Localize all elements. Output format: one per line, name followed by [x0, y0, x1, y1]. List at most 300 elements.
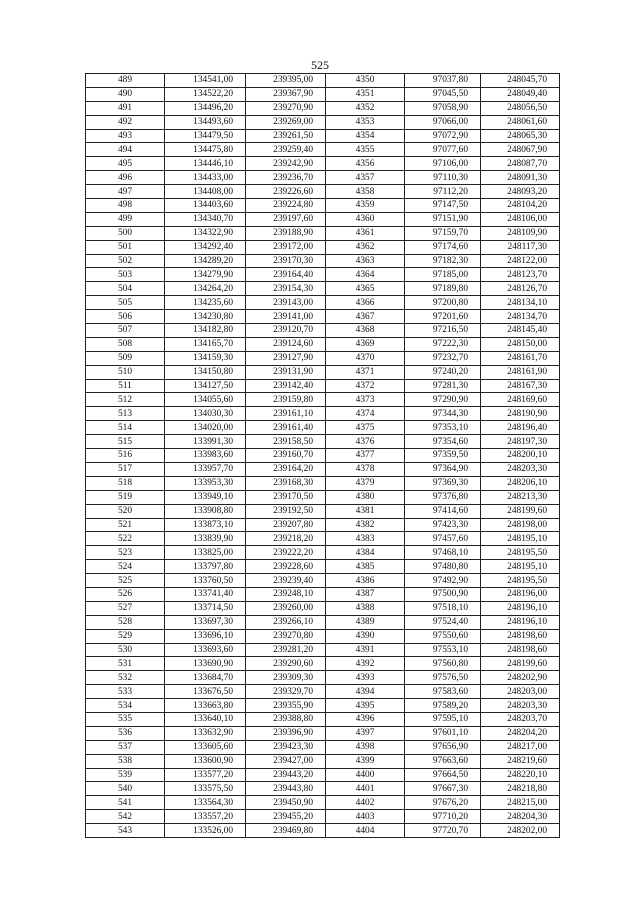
table-row [86, 421, 560, 435]
y-coordinate-left-cell: 239259,40 [246, 143, 326, 157]
x-coordinate-right-cell: 97182,30 [405, 254, 481, 268]
y-coordinate-right-cell: 248045,70 [481, 74, 560, 88]
point-number-left-cell: 536 [86, 726, 165, 740]
point-number-left-cell: 539 [86, 768, 165, 782]
point-number-right-cell: 4366 [326, 296, 405, 310]
y-coordinate-right-cell: 248217,00 [481, 740, 560, 754]
table-row [86, 171, 560, 185]
y-coordinate-left-cell: 239160,70 [246, 449, 326, 463]
y-coordinate-left-cell: 239281,20 [246, 643, 326, 657]
x-coordinate-left-cell: 134264,20 [165, 282, 246, 296]
y-coordinate-left-cell: 239228,60 [246, 560, 326, 574]
y-coordinate-left-cell: 239224,80 [246, 199, 326, 213]
x-coordinate-right-cell: 97376,80 [405, 490, 481, 504]
page-number: 525 [311, 58, 329, 72]
x-coordinate-right-cell: 97364,90 [405, 462, 481, 476]
y-coordinate-left-cell: 239159,80 [246, 393, 326, 407]
x-coordinate-right-cell: 97583,60 [405, 685, 481, 699]
x-coordinate-right-cell: 97553,10 [405, 643, 481, 657]
x-coordinate-left-cell: 134289,20 [165, 254, 246, 268]
point-number-left-cell: 531 [86, 657, 165, 671]
table-row [86, 560, 560, 574]
x-coordinate-left-cell: 133684,70 [165, 671, 246, 685]
table-row [86, 74, 560, 88]
y-coordinate-right-cell: 248126,70 [481, 282, 560, 296]
y-coordinate-right-cell: 248195,50 [481, 546, 560, 560]
x-coordinate-right-cell: 97601,10 [405, 726, 481, 740]
table-row [86, 754, 560, 768]
y-coordinate-right-cell: 248202,90 [481, 671, 560, 685]
table-row [86, 712, 560, 726]
x-coordinate-left-cell: 134235,60 [165, 296, 246, 310]
x-coordinate-right-cell: 97185,00 [405, 268, 481, 282]
x-coordinate-right-cell: 97159,70 [405, 226, 481, 240]
x-coordinate-left-cell: 133690,90 [165, 657, 246, 671]
x-coordinate-left-cell: 133741,40 [165, 587, 246, 601]
point-number-left-cell: 534 [86, 699, 165, 713]
x-coordinate-right-cell: 97290,90 [405, 393, 481, 407]
x-coordinate-left-cell: 133873,10 [165, 518, 246, 532]
point-number-left-cell: 510 [86, 365, 165, 379]
x-coordinate-left-cell: 134150,80 [165, 365, 246, 379]
point-number-left-cell: 516 [86, 449, 165, 463]
table-row [86, 518, 560, 532]
x-coordinate-left-cell: 134541,00 [165, 74, 246, 88]
y-coordinate-left-cell: 239141,00 [246, 310, 326, 324]
point-number-left-cell: 503 [86, 268, 165, 282]
point-number-right-cell: 4364 [326, 268, 405, 282]
point-number-left-cell: 522 [86, 532, 165, 546]
x-coordinate-right-cell: 97664,50 [405, 768, 481, 782]
point-number-left-cell: 528 [86, 615, 165, 629]
x-coordinate-left-cell: 133991,30 [165, 435, 246, 449]
y-coordinate-right-cell: 248134,70 [481, 310, 560, 324]
x-coordinate-right-cell: 97359,50 [405, 449, 481, 463]
x-coordinate-left-cell: 133693,60 [165, 643, 246, 657]
y-coordinate-left-cell: 239329,70 [246, 685, 326, 699]
y-coordinate-left-cell: 239143,00 [246, 296, 326, 310]
point-number-right-cell: 4391 [326, 643, 405, 657]
point-number-right-cell: 4399 [326, 754, 405, 768]
x-coordinate-right-cell: 97281,30 [405, 379, 481, 393]
x-coordinate-left-cell: 134279,90 [165, 268, 246, 282]
point-number-left-cell: 537 [86, 740, 165, 754]
x-coordinate-left-cell: 134127,50 [165, 379, 246, 393]
x-coordinate-left-cell: 134322,90 [165, 226, 246, 240]
point-number-right-cell: 4389 [326, 615, 405, 629]
table-row [86, 726, 560, 740]
x-coordinate-right-cell: 97037,80 [405, 74, 481, 88]
x-coordinate-left-cell: 134475,80 [165, 143, 246, 157]
y-coordinate-right-cell: 248056,50 [481, 101, 560, 115]
point-number-right-cell: 4357 [326, 171, 405, 185]
y-coordinate-right-cell: 248218,80 [481, 782, 560, 796]
x-coordinate-right-cell: 97200,80 [405, 296, 481, 310]
x-coordinate-right-cell: 97201,60 [405, 310, 481, 324]
point-number-right-cell: 4386 [326, 574, 405, 588]
x-coordinate-right-cell: 97369,30 [405, 476, 481, 490]
coordinates-table [85, 73, 560, 838]
y-coordinate-left-cell: 239269,00 [246, 115, 326, 129]
y-coordinate-right-cell: 248161,70 [481, 351, 560, 365]
table-row [86, 504, 560, 518]
x-coordinate-right-cell: 97216,50 [405, 324, 481, 338]
table-row [86, 490, 560, 504]
coordinates-table-body [86, 74, 560, 838]
y-coordinate-right-cell: 248049,40 [481, 87, 560, 101]
y-coordinate-right-cell: 248134,10 [481, 296, 560, 310]
x-coordinate-right-cell: 97077,60 [405, 143, 481, 157]
x-coordinate-right-cell: 97189,80 [405, 282, 481, 296]
x-coordinate-right-cell: 97066,00 [405, 115, 481, 129]
table-row [86, 740, 560, 754]
point-number-left-cell: 494 [86, 143, 165, 157]
y-coordinate-right-cell: 248196,10 [481, 615, 560, 629]
point-number-left-cell: 542 [86, 810, 165, 824]
y-coordinate-right-cell: 248122,00 [481, 254, 560, 268]
table-row [86, 226, 560, 240]
point-number-right-cell: 4404 [326, 824, 405, 838]
point-number-left-cell: 540 [86, 782, 165, 796]
table-row [86, 699, 560, 713]
y-coordinate-right-cell: 248123,70 [481, 268, 560, 282]
y-coordinate-left-cell: 239120,70 [246, 324, 326, 338]
y-coordinate-right-cell: 248093,20 [481, 185, 560, 199]
y-coordinate-left-cell: 239396,90 [246, 726, 326, 740]
point-number-left-cell: 515 [86, 435, 165, 449]
table-row [86, 435, 560, 449]
x-coordinate-right-cell: 97500,90 [405, 587, 481, 601]
point-number-left-cell: 504 [86, 282, 165, 296]
table-row [86, 476, 560, 490]
y-coordinate-left-cell: 239248,10 [246, 587, 326, 601]
point-number-left-cell: 513 [86, 407, 165, 421]
y-coordinate-left-cell: 239450,90 [246, 796, 326, 810]
point-number-right-cell: 4358 [326, 185, 405, 199]
y-coordinate-right-cell: 248087,70 [481, 157, 560, 171]
table-row [86, 824, 560, 838]
point-number-left-cell: 497 [86, 185, 165, 199]
table-row [86, 337, 560, 351]
x-coordinate-left-cell: 134493,60 [165, 115, 246, 129]
x-coordinate-left-cell: 134030,30 [165, 407, 246, 421]
table-row [86, 324, 560, 338]
table-row [86, 157, 560, 171]
point-number-right-cell: 4380 [326, 490, 405, 504]
table-row [86, 87, 560, 101]
point-number-left-cell: 523 [86, 546, 165, 560]
point-number-left-cell: 527 [86, 601, 165, 615]
y-coordinate-right-cell: 248145,40 [481, 324, 560, 338]
point-number-right-cell: 4403 [326, 810, 405, 824]
y-coordinate-right-cell: 248204,20 [481, 726, 560, 740]
x-coordinate-right-cell: 97151,90 [405, 212, 481, 226]
point-number-left-cell: 502 [86, 254, 165, 268]
y-coordinate-right-cell: 248169,60 [481, 393, 560, 407]
point-number-right-cell: 4382 [326, 518, 405, 532]
x-coordinate-left-cell: 133676,50 [165, 685, 246, 699]
x-coordinate-left-cell: 133760,50 [165, 574, 246, 588]
x-coordinate-right-cell: 97576,50 [405, 671, 481, 685]
y-coordinate-right-cell: 248198,00 [481, 518, 560, 532]
point-number-left-cell: 501 [86, 240, 165, 254]
point-number-left-cell: 512 [86, 393, 165, 407]
point-number-left-cell: 499 [86, 212, 165, 226]
point-number-left-cell: 514 [86, 421, 165, 435]
y-coordinate-right-cell: 248109,90 [481, 226, 560, 240]
y-coordinate-left-cell: 239309,30 [246, 671, 326, 685]
point-number-right-cell: 4377 [326, 449, 405, 463]
y-coordinate-right-cell: 248204,30 [481, 810, 560, 824]
point-number-right-cell: 4379 [326, 476, 405, 490]
x-coordinate-right-cell: 97524,40 [405, 615, 481, 629]
y-coordinate-right-cell: 248195,10 [481, 532, 560, 546]
point-number-right-cell: 4367 [326, 310, 405, 324]
x-coordinate-right-cell: 97710,20 [405, 810, 481, 824]
point-number-right-cell: 4350 [326, 74, 405, 88]
point-number-right-cell: 4373 [326, 393, 405, 407]
point-number-right-cell: 4351 [326, 87, 405, 101]
table-row [86, 810, 560, 824]
x-coordinate-left-cell: 134479,50 [165, 129, 246, 143]
point-number-left-cell: 525 [86, 574, 165, 588]
point-number-right-cell: 4376 [326, 435, 405, 449]
point-number-left-cell: 519 [86, 490, 165, 504]
table-row [86, 212, 560, 226]
x-coordinate-right-cell: 97174,60 [405, 240, 481, 254]
y-coordinate-left-cell: 239270,90 [246, 101, 326, 115]
x-coordinate-left-cell: 134055,60 [165, 393, 246, 407]
point-number-right-cell: 4393 [326, 671, 405, 685]
y-coordinate-left-cell: 239158,50 [246, 435, 326, 449]
y-coordinate-left-cell: 239164,20 [246, 462, 326, 476]
table-row [86, 379, 560, 393]
x-coordinate-left-cell: 133953,30 [165, 476, 246, 490]
y-coordinate-right-cell: 248215,00 [481, 796, 560, 810]
table-row [86, 143, 560, 157]
y-coordinate-right-cell: 248198,60 [481, 643, 560, 657]
table-row [86, 546, 560, 560]
table-row [86, 671, 560, 685]
point-number-right-cell: 4385 [326, 560, 405, 574]
table-row [86, 657, 560, 671]
y-coordinate-right-cell: 248150,00 [481, 337, 560, 351]
x-coordinate-right-cell: 97667,30 [405, 782, 481, 796]
y-coordinate-left-cell: 239154,30 [246, 282, 326, 296]
y-coordinate-left-cell: 239197,60 [246, 212, 326, 226]
point-number-right-cell: 4362 [326, 240, 405, 254]
point-number-right-cell: 4372 [326, 379, 405, 393]
point-number-right-cell: 4394 [326, 685, 405, 699]
point-number-right-cell: 4398 [326, 740, 405, 754]
point-number-right-cell: 4360 [326, 212, 405, 226]
x-coordinate-right-cell: 97656,90 [405, 740, 481, 754]
table-row [86, 185, 560, 199]
y-coordinate-left-cell: 239443,80 [246, 782, 326, 796]
point-number-left-cell: 493 [86, 129, 165, 143]
x-coordinate-right-cell: 97106,00 [405, 157, 481, 171]
x-coordinate-left-cell: 133575,50 [165, 782, 246, 796]
x-coordinate-left-cell: 134408,00 [165, 185, 246, 199]
point-number-right-cell: 4396 [326, 712, 405, 726]
x-coordinate-left-cell: 133605,60 [165, 740, 246, 754]
x-coordinate-left-cell: 133797,80 [165, 560, 246, 574]
point-number-right-cell: 4353 [326, 115, 405, 129]
point-number-left-cell: 498 [86, 199, 165, 213]
point-number-left-cell: 526 [86, 587, 165, 601]
x-coordinate-right-cell: 97518,10 [405, 601, 481, 615]
x-coordinate-left-cell: 133839,90 [165, 532, 246, 546]
point-number-right-cell: 4371 [326, 365, 405, 379]
table-row [86, 254, 560, 268]
x-coordinate-left-cell: 133663,80 [165, 699, 246, 713]
point-number-left-cell: 532 [86, 671, 165, 685]
table-row [86, 101, 560, 115]
point-number-right-cell: 4400 [326, 768, 405, 782]
point-number-left-cell: 507 [86, 324, 165, 338]
x-coordinate-left-cell: 134496,20 [165, 101, 246, 115]
y-coordinate-right-cell: 248202,00 [481, 824, 560, 838]
y-coordinate-right-cell: 248198,60 [481, 629, 560, 643]
table-row [86, 268, 560, 282]
y-coordinate-right-cell: 248200,10 [481, 449, 560, 463]
point-number-left-cell: 508 [86, 337, 165, 351]
y-coordinate-left-cell: 239207,80 [246, 518, 326, 532]
table-row [86, 782, 560, 796]
point-number-right-cell: 4356 [326, 157, 405, 171]
point-number-right-cell: 4352 [326, 101, 405, 115]
x-coordinate-right-cell: 97045,50 [405, 87, 481, 101]
y-coordinate-right-cell: 248199,60 [481, 657, 560, 671]
y-coordinate-right-cell: 248203,30 [481, 699, 560, 713]
x-coordinate-left-cell: 134230,80 [165, 310, 246, 324]
y-coordinate-left-cell: 239455,20 [246, 810, 326, 824]
y-coordinate-right-cell: 248065,30 [481, 129, 560, 143]
y-coordinate-right-cell: 248167,30 [481, 379, 560, 393]
x-coordinate-right-cell: 97663,60 [405, 754, 481, 768]
table-row [86, 310, 560, 324]
y-coordinate-right-cell: 248195,50 [481, 574, 560, 588]
table-row [86, 587, 560, 601]
y-coordinate-left-cell: 239423,30 [246, 740, 326, 754]
x-coordinate-left-cell: 134165,70 [165, 337, 246, 351]
x-coordinate-right-cell: 97457,60 [405, 532, 481, 546]
x-coordinate-right-cell: 97423,30 [405, 518, 481, 532]
x-coordinate-right-cell: 97414,60 [405, 504, 481, 518]
y-coordinate-left-cell: 239266,10 [246, 615, 326, 629]
y-coordinate-left-cell: 239172,00 [246, 240, 326, 254]
table-row [86, 351, 560, 365]
point-number-left-cell: 521 [86, 518, 165, 532]
x-coordinate-left-cell: 133564,30 [165, 796, 246, 810]
x-coordinate-left-cell: 134340,70 [165, 212, 246, 226]
x-coordinate-right-cell: 97112,20 [405, 185, 481, 199]
table-row [86, 365, 560, 379]
y-coordinate-right-cell: 248106,00 [481, 212, 560, 226]
point-number-left-cell: 491 [86, 101, 165, 115]
y-coordinate-right-cell: 248196,40 [481, 421, 560, 435]
x-coordinate-left-cell: 133908,80 [165, 504, 246, 518]
table-row [86, 240, 560, 254]
point-number-right-cell: 4397 [326, 726, 405, 740]
point-number-right-cell: 4395 [326, 699, 405, 713]
x-coordinate-right-cell: 97353,10 [405, 421, 481, 435]
y-coordinate-right-cell: 248206,10 [481, 476, 560, 490]
y-coordinate-right-cell: 248219,60 [481, 754, 560, 768]
table-row [86, 129, 560, 143]
y-coordinate-left-cell: 239260,00 [246, 601, 326, 615]
point-number-right-cell: 4384 [326, 546, 405, 560]
point-number-left-cell: 509 [86, 351, 165, 365]
x-coordinate-left-cell: 133640,10 [165, 712, 246, 726]
y-coordinate-right-cell: 248195,10 [481, 560, 560, 574]
point-number-right-cell: 4402 [326, 796, 405, 810]
x-coordinate-right-cell: 97058,90 [405, 101, 481, 115]
x-coordinate-right-cell: 97595,10 [405, 712, 481, 726]
y-coordinate-left-cell: 239218,20 [246, 532, 326, 546]
x-coordinate-right-cell: 97676,20 [405, 796, 481, 810]
x-coordinate-left-cell: 133983,60 [165, 449, 246, 463]
table-row [86, 601, 560, 615]
x-coordinate-left-cell: 133600,90 [165, 754, 246, 768]
y-coordinate-right-cell: 248220,10 [481, 768, 560, 782]
x-coordinate-right-cell: 97344,30 [405, 407, 481, 421]
y-coordinate-left-cell: 239222,20 [246, 546, 326, 560]
x-coordinate-right-cell: 97354,60 [405, 435, 481, 449]
x-coordinate-left-cell: 134433,00 [165, 171, 246, 185]
y-coordinate-left-cell: 239168,30 [246, 476, 326, 490]
point-number-left-cell: 518 [86, 476, 165, 490]
table-row [86, 796, 560, 810]
table-row [86, 629, 560, 643]
table-row [86, 393, 560, 407]
point-number-left-cell: 533 [86, 685, 165, 699]
y-coordinate-left-cell: 239131,90 [246, 365, 326, 379]
y-coordinate-left-cell: 239367,90 [246, 87, 326, 101]
point-number-right-cell: 4375 [326, 421, 405, 435]
table-row [86, 407, 560, 421]
point-number-right-cell: 4369 [326, 337, 405, 351]
y-coordinate-right-cell: 248117,30 [481, 240, 560, 254]
y-coordinate-left-cell: 239355,90 [246, 699, 326, 713]
y-coordinate-right-cell: 248203,00 [481, 685, 560, 699]
point-number-left-cell: 530 [86, 643, 165, 657]
y-coordinate-right-cell: 248213,30 [481, 490, 560, 504]
point-number-right-cell: 4383 [326, 532, 405, 546]
y-coordinate-right-cell: 248091,30 [481, 171, 560, 185]
x-coordinate-right-cell: 97147,50 [405, 199, 481, 213]
y-coordinate-left-cell: 239395,00 [246, 74, 326, 88]
x-coordinate-left-cell: 133949,10 [165, 490, 246, 504]
y-coordinate-right-cell: 248197,30 [481, 435, 560, 449]
table-row [86, 643, 560, 657]
point-number-right-cell: 4401 [326, 782, 405, 796]
point-number-left-cell: 535 [86, 712, 165, 726]
y-coordinate-right-cell: 248104,20 [481, 199, 560, 213]
y-coordinate-right-cell: 248203,30 [481, 462, 560, 476]
point-number-right-cell: 4355 [326, 143, 405, 157]
y-coordinate-right-cell: 248196,00 [481, 587, 560, 601]
point-number-left-cell: 543 [86, 824, 165, 838]
x-coordinate-left-cell: 134403,60 [165, 199, 246, 213]
table-row [86, 296, 560, 310]
x-coordinate-right-cell: 97110,30 [405, 171, 481, 185]
y-coordinate-right-cell: 248061,60 [481, 115, 560, 129]
x-coordinate-right-cell: 97232,70 [405, 351, 481, 365]
point-number-right-cell: 4392 [326, 657, 405, 671]
x-coordinate-left-cell: 133526,00 [165, 824, 246, 838]
point-number-left-cell: 541 [86, 796, 165, 810]
